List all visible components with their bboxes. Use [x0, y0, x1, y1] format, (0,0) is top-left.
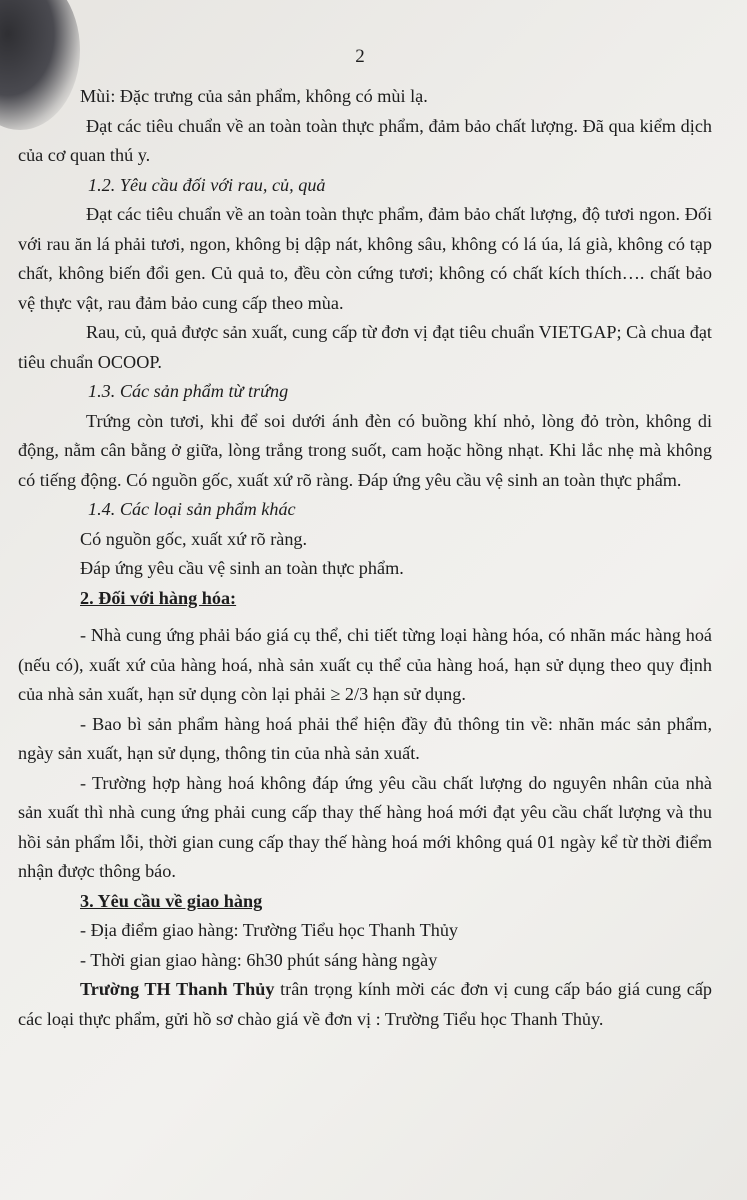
list-item-delivery-location: - Địa điểm giao hàng: Trường Tiểu học Thanh Thủy [80, 920, 459, 940]
paragraph-vietgap: Rau, củ, quả được sản xuất, cung cấp từ đơn vị đạt tiêu chuẩn VIETGAP; Cà chua đạt tiêu chuẩn OCOOP. [18, 322, 712, 372]
heading-other-products: 1.4. Các loại sản phẩm khác [88, 499, 296, 519]
list-item-quotation: - Nhà cung ứng phải báo giá cụ thể, chi tiết từng loại hàng hóa, có nhãn mác hàng hoá (nếu có), xuất xứ của hàng hoá, nhà sản xuất cụ thể của hàng hoá, hạn sử dụng theo quy định của nhà sản xuất, hạn sử dụng còn lại phải ≥ 2/3 hạn sử dụng. [18, 625, 712, 704]
paragraph-invitation [18, 975, 712, 1034]
section-heading-goods: 2. Đối với hàng hóa: [80, 587, 237, 608]
list-item-packaging: - Bao bì sản phẩm hàng hoá phải thể hiện đầy đủ thông tin về: nhãn mác sản phẩm, ngày sản xuất, hạn sử dụng, thông tin của nhà sản xuất. [18, 713, 712, 763]
document-body [18, 82, 712, 1034]
invitation-text: trân trọng kính mời các đơn vị cung cấp báo giá cung cấp các loại thực phẩm, gửi hồ sơ chào giá về đơn vị : Trường Tiểu học Thanh Thủy. [18, 979, 712, 1029]
section-heading-delivery: 3. Yêu cầu về giao hàng [80, 890, 263, 911]
heading-eggs: 1.3. Các sản phẩm từ trứng [88, 381, 289, 401]
school-name: Trường TH Thanh Thủy [80, 979, 275, 999]
heading-vegetables: 1.2. Yêu cầu đối với rau, củ, quả [88, 174, 326, 195]
paragraph-vegetables-requirements: Đạt các tiêu chuẩn về an toàn toàn thực phẩm, đảm bảo chất lượng, độ tươi ngon. Đối với rau ăn lá phải tươi, ngon, không bị dập nát, không sâu, không có lá úa, lá già, không có tạp chất, không biến đổi gen. Củ quả to, đều còn cứng tươi; không có chất kích thích…. chất bảo vệ thực vật, rau đảm bảo cung cấp theo mùa. [18, 204, 712, 313]
list-item-delivery-time: - Thời gian giao hàng: 6h30 phút sáng hàng ngày [80, 949, 438, 970]
list-item-replacement: - Trường hợp hàng hoá không đáp ứng yêu cầu chất lượng do nguyên nhân của nhà sản xuất thì nhà cung ứng phải cung cấp thay thế hàng hoá mới đạt yêu cầu chất lượng và thu hồi sản phẩm lỗi, thời gian cung cấp thay thế hàng hoá mới không quá 01 ngày kể từ thời điểm nhận được thông báo. [18, 772, 712, 881]
paragraph-hygiene: Đáp ứng yêu cầu vệ sinh an toàn thực phẩm. [80, 558, 404, 578]
paragraph-origin: Có nguồn gốc, xuất xứ rõ ràng. [80, 528, 308, 549]
paragraph-eggs: Trứng còn tươi, khi để soi dưới ánh đèn có buồng khí nhỏ, lòng đỏ tròn, không di động, nằm cân bằng ở giữa, lòng trắng trong suốt, cam hoặc hồng nhạt. Khi lắc nhẹ mà không có tiếng động. Có nguồn gốc, xuất xứ rõ ràng. Đáp ứng yêu cầu vệ sinh an toàn thực phẩm. [18, 410, 712, 490]
paragraph-food-safety-meat: Đạt các tiêu chuẩn về an toàn toàn thực phẩm, đảm bảo chất lượng. Đã qua kiểm dịch của cơ quan thú y. [18, 115, 712, 165]
paragraph-smell: Mùi: Đặc trưng của sản phẩm, không có mùi lạ. [80, 86, 428, 106]
page-number: 2 [355, 46, 365, 67]
